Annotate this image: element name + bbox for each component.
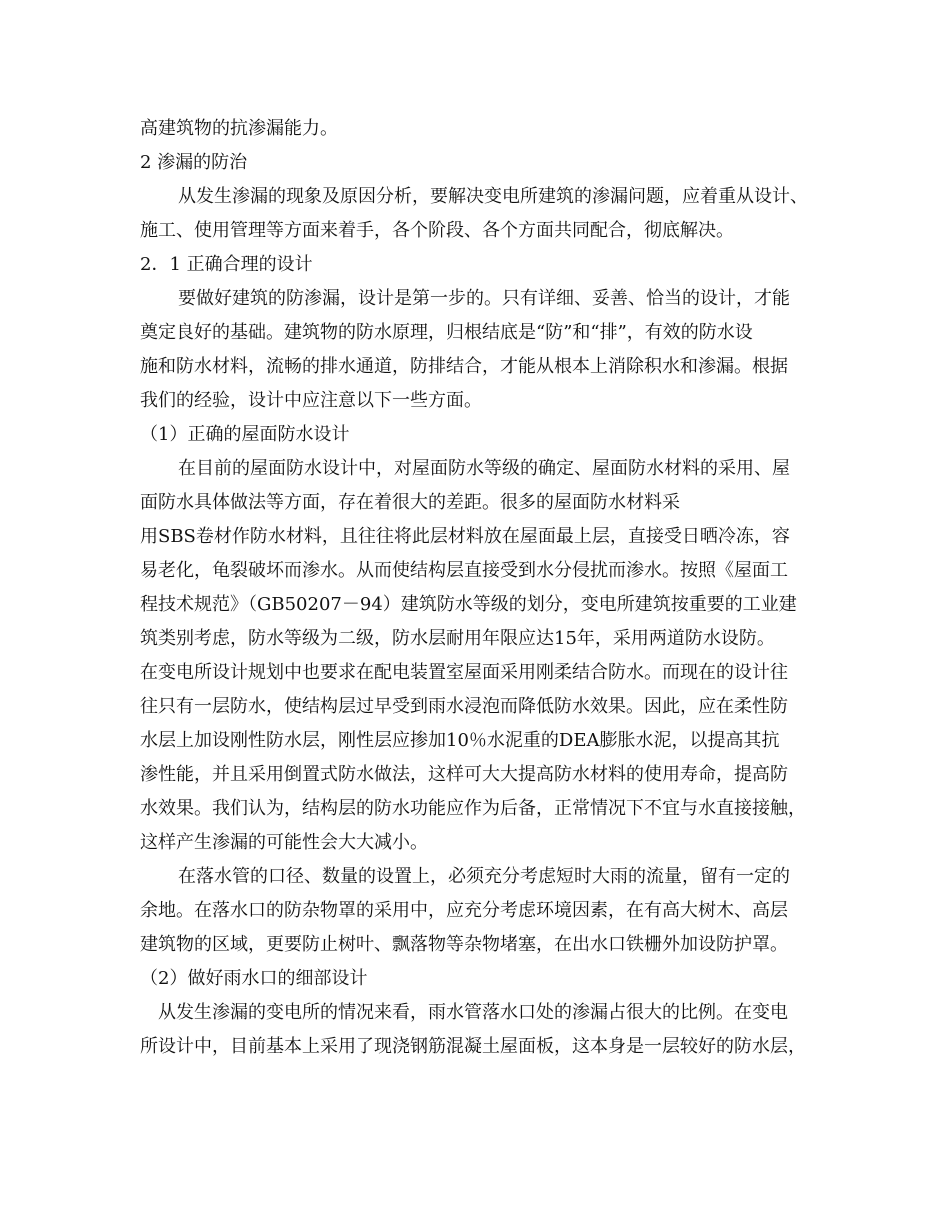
paragraph-line: 在落水管的口径、数量的设置上，必须充分考虑短时大雨的流量，留有一定的 [178, 866, 790, 887]
paragraph-line: 高建筑物的抗渗漏能力。 [140, 118, 338, 139]
paragraph-line: 在变电所设计规划中也要求在配电装置室屋面采用刚柔结合防水。而现在的设计往 [140, 662, 788, 683]
paragraph-line: 从发生渗漏的现象及原因分析，要解决变电所建筑的渗漏问题，应着重从设计、 [178, 186, 808, 207]
subsection-heading: 2．1 正确合理的设计 [140, 254, 313, 275]
paragraph-line: 水层上加设刚性防水层，刚性层应掺加10％水泥重的DEA膨胀水泥，以提高其抗 [140, 730, 780, 751]
section-heading: 2 渗漏的防治 [140, 152, 248, 173]
paragraph-line: 往只有一层防水，使结构层过早受到雨水浸泡而降低防水效果。因此，应在柔性防 [140, 696, 788, 717]
paragraph-line: 水效果。我们认为，结构层的防水功能应作为后备，正常情况下不宜与水直接接触， [140, 798, 806, 819]
paragraph-line: 所设计中，目前基本上采用了现浇钢筋混凝土屋面板，这本身是一层较好的防水层， [140, 1036, 806, 1057]
paragraph-line: 建筑物的区域，更要防止树叶、飘落物等杂物堵塞，在出水口铁栅外加设防护罩。 [140, 934, 788, 955]
paragraph-line: 渗性能，并且采用倒置式防水做法，这样可大大提高防水材料的使用寿命，提高防 [140, 764, 788, 785]
paragraph-line: 用SBS卷材作防水材料，且往往将此层材料放在屋面最上层，直接受日晒冷冻，容 [140, 526, 790, 547]
paragraph-line: 余地。在落水口的防杂物罩的采用中，应充分考虑环境因素，在有高大树木、高层 [140, 900, 788, 921]
paragraph-line: 我们的经验，设计中应注意以下一些方面。 [140, 390, 482, 411]
paragraph-line: 奠定良好的基础。建筑物的防水原理，归根结底是“防”和“排”，有效的防水设 [140, 322, 753, 343]
item-heading: （2）做好雨水口的细部设计 [140, 968, 368, 989]
paragraph-line: 要做好建筑的防渗漏，设计是第一步的。只有详细、妥善、恰当的设计，才能 [178, 288, 790, 309]
paragraph-line: 从发生渗漏的变电所的情况来看，雨水管落水口处的渗漏占很大的比例。在变电 [158, 1002, 788, 1023]
paragraph-line: 易老化，龟裂破坏而渗水。从而使结构层直接受到水分侵扰而渗水。按照《屋面工 [140, 560, 788, 581]
paragraph-line: 这样产生渗漏的可能性会大大减小。 [140, 832, 428, 853]
item-heading: （1）正确的屋面防水设计 [140, 424, 350, 445]
paragraph-line: 面防水具体做法等方面，存在着很大的差距。很多的屋面防水材料采 [140, 492, 680, 513]
paragraph-line: 程技术规范》（GB50207－94）建筑防水等级的划分，变电所建筑按重要的工业建 [140, 594, 797, 615]
paragraph-line: 施和防水材料，流畅的排水通道，防排结合，才能从根本上消除积水和渗漏。根据 [140, 356, 788, 377]
paragraph-line: 筑类别考虑，防水等级为二级，防水层耐用年限应达15年，采用两道防水设防。 [140, 628, 775, 649]
paragraph-line: 施工、使用管理等方面来着手，各个阶段、各个方面共同配合，彻底解决。 [140, 220, 734, 241]
paragraph-line: 在目前的屋面防水设计中，对屋面防水等级的确定、屋面防水材料的采用、屋 [178, 458, 790, 479]
